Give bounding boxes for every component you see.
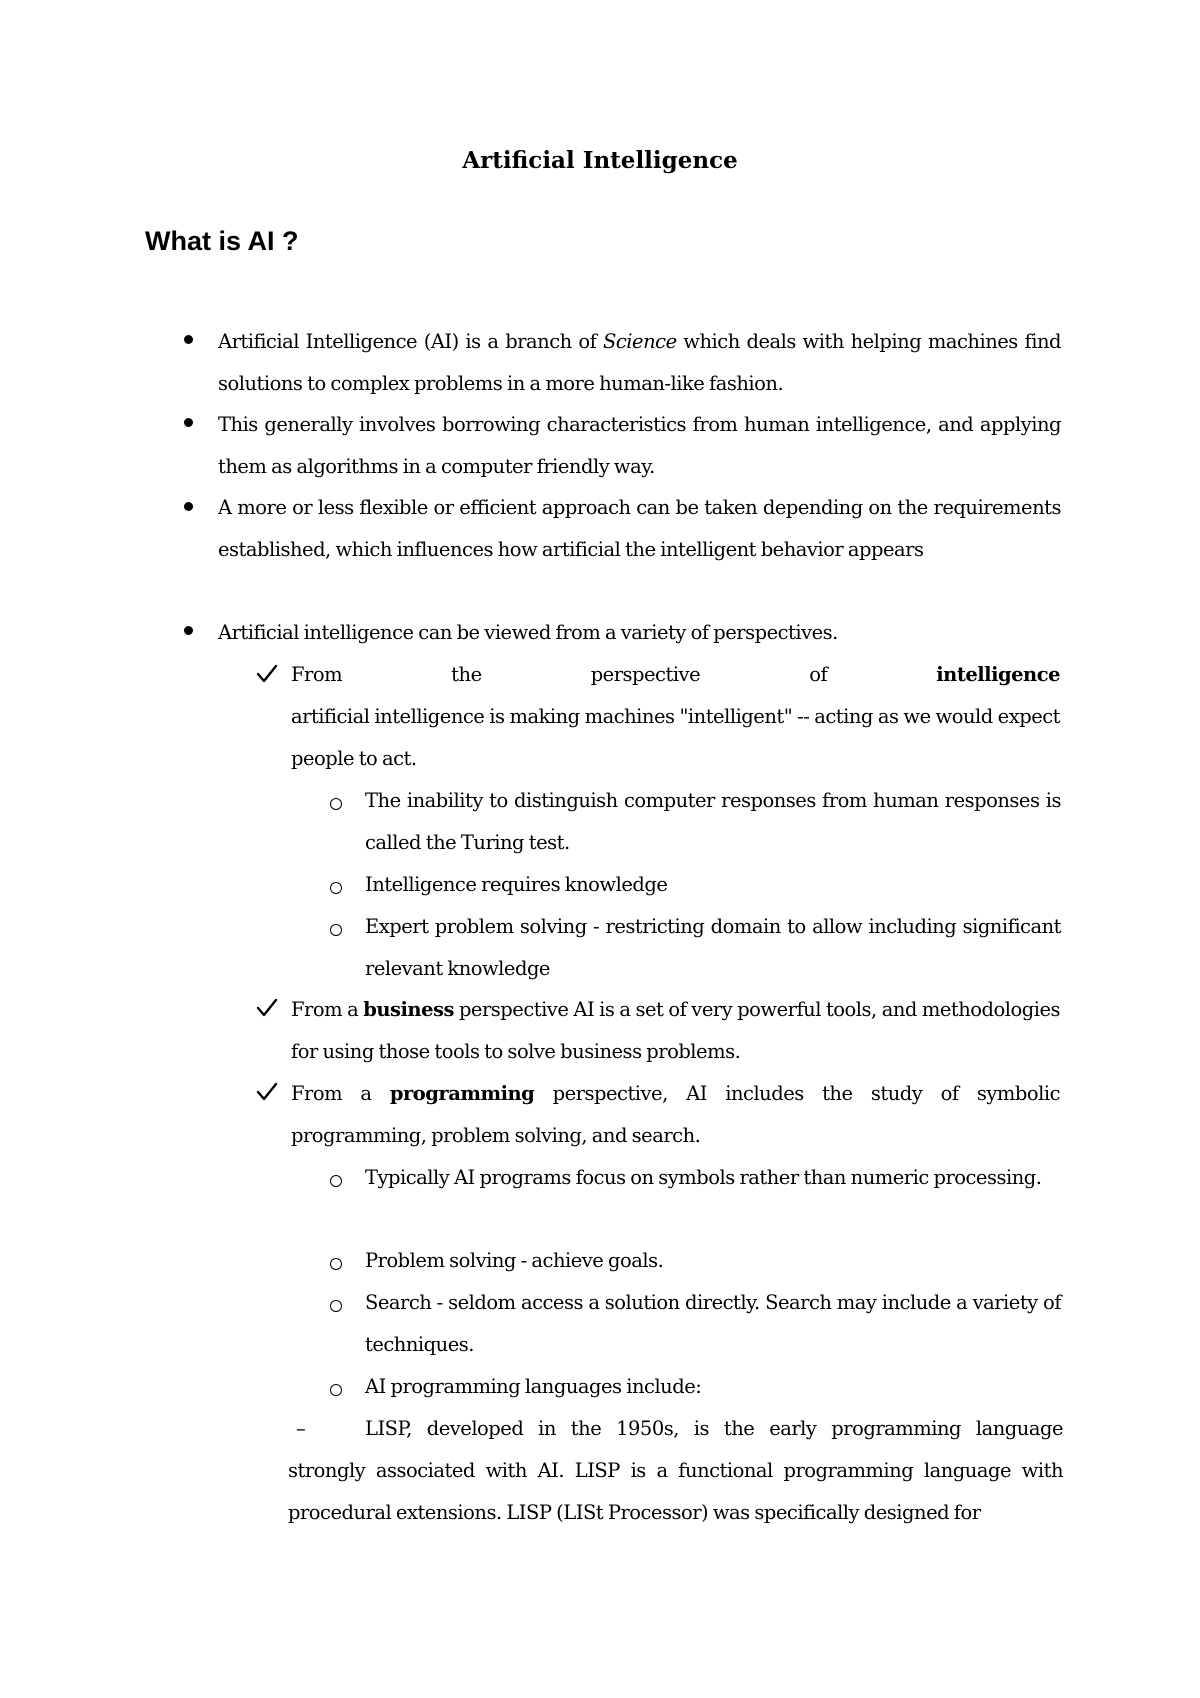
- perspective-1-bold: intelligence: [936, 663, 1060, 686]
- circle-bullet-icon: [330, 798, 342, 810]
- perspective-3: [291, 1073, 1060, 1156]
- circle-bullet-icon: [330, 1300, 342, 1312]
- perspective-1-rest: artificial intelligence is making machines "intelligent" -- acting as we would expect people to act.: [291, 705, 1060, 770]
- circle-bullet-icon: [330, 1175, 342, 1187]
- bullet-item-3: A more or less flexible or efficient approach can be taken depending on the requirements established, which influences how artificial the intelligent behavior appears: [218, 496, 1061, 561]
- bullet-dot-icon: [184, 319, 193, 344]
- bullet-dot-icon: [184, 486, 193, 511]
- circle-bullet-icon: [330, 1258, 342, 1270]
- perspective-3-subitem-3: Search - seldom access a solution directly. Search may include a variety of techniques.: [365, 1291, 1061, 1356]
- perspective-2-bold: business: [363, 998, 454, 1021]
- perspective-1-subitem-2: Intelligence requires knowledge: [365, 873, 668, 896]
- dash-item-rest: strongly associated with AI. LISP is a functional programming language with procedural extensions. LISP (LISt Processor) was specifically designed for: [288, 1459, 1063, 1524]
- perspective-3-subitem-1: Typically AI programs focus on symbols rather than numeric processing.: [365, 1166, 1042, 1189]
- perspective-1-subitem-1: The inability to distinguish computer responses from human responses is called the Turing test.: [365, 789, 1061, 854]
- dash-item-first-line: LISP, developed in the 1950s, is the early programming language: [365, 1417, 1063, 1440]
- circle-bullet-icon: [330, 1384, 342, 1396]
- perspective-2: [291, 989, 1060, 1072]
- perspective-1-word-3: perspective: [590, 663, 701, 686]
- checkmark-icon: [256, 664, 278, 684]
- perspective-3-subitem-4: AI programming languages include:: [365, 1375, 702, 1398]
- perspective-1-first-line: [291, 654, 1060, 696]
- dash-marker: –: [296, 1417, 306, 1440]
- perspective-2-after: perspective AI is a set of very powerful tools, and methodologies for using those tools to solve business problems.: [291, 998, 1061, 1063]
- bullet-item-1: [218, 321, 1061, 404]
- perspective-1-word-2: the: [451, 663, 482, 686]
- perspective-1-word-4: of: [809, 663, 828, 686]
- perspective-3-before: From a: [291, 1082, 390, 1105]
- bullet-1-italic: Science: [603, 330, 677, 353]
- bullet-1-lead: Ar: [218, 330, 241, 353]
- perspective-1-subitem-3: Expert problem solving - restricting domain to allow including significant relevant knowledge: [365, 915, 1061, 980]
- perspective-3-after: perspective, AI includes the study of symbolic programming, problem solving, and search.: [291, 1082, 1061, 1147]
- bullet-dot-icon: [184, 610, 193, 635]
- bullet-1-text-after: which deals with helping machines find solutions to complex problems in a more human-like fashion.: [218, 330, 1062, 395]
- perspective-1-word-1: From: [291, 663, 343, 686]
- checkmark-icon: [256, 1082, 278, 1102]
- bullet-1-text-before: tificial Intelligence (AI) is a branch of: [240, 330, 604, 353]
- circle-bullet-icon: [330, 924, 342, 936]
- checkmark-icon: [256, 998, 278, 1018]
- perspective-3-subitem-2: Problem solving - achieve goals.: [365, 1249, 664, 1272]
- perspective-3-bold: programming: [389, 1082, 535, 1105]
- bullet-item-2: This generally involves borrowing characteristics from human intelligence, and applying them as algorithms in a computer friendly way.: [218, 413, 1061, 478]
- bullet-dot-icon: [184, 402, 193, 427]
- perspective-2-before: From a: [291, 998, 364, 1021]
- section-heading: What is AI ?: [145, 226, 299, 256]
- circle-bullet-icon: [330, 882, 342, 894]
- bullet-item-4: Artificial intelligence can be viewed from a variety of perspectives.: [218, 621, 838, 644]
- document-title: Artificial Intelligence: [462, 147, 738, 174]
